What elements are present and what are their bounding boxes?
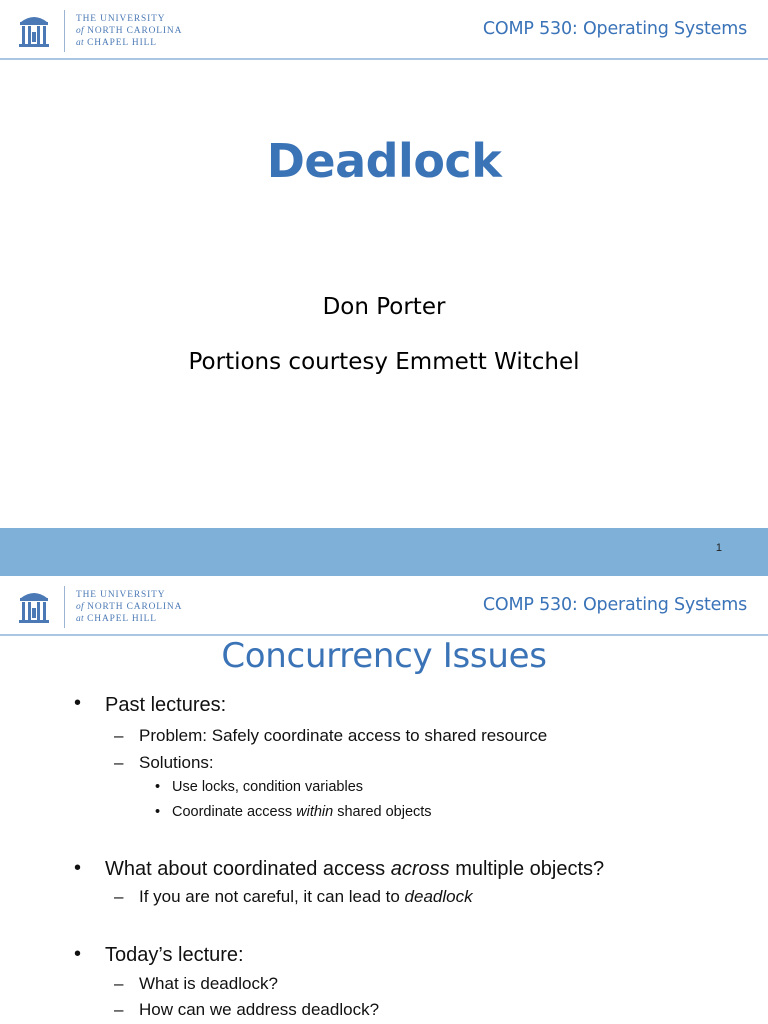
bullet-marker: •	[155, 779, 161, 795]
dash-marker: –	[114, 1000, 124, 1019]
sub-bullet-how-address: How can we address deadlock?	[139, 1000, 380, 1019]
logo-divider	[64, 586, 65, 628]
slide-header	[0, 0, 768, 60]
old-well-icon	[17, 586, 51, 626]
bullet-marker: •	[74, 857, 82, 879]
footer-band	[0, 528, 768, 576]
sub-bullet-problem: Problem: Safely coordinate access to shared resource	[139, 726, 548, 745]
university-line-3: at CHAPEL HILL	[76, 38, 157, 49]
university-line-3: at CHAPEL HILL	[76, 614, 157, 625]
sub-bullet-solutions: Solutions:	[139, 753, 214, 772]
university-logo	[17, 10, 51, 52]
course-title: COMP 530: Operating Systems	[482, 595, 747, 615]
university-line-2: of NORTH CAROLINA	[76, 602, 183, 613]
bullet-marker: •	[74, 692, 82, 714]
university-logo	[17, 586, 51, 628]
bullet-marker: •	[155, 804, 161, 820]
header-rule	[0, 58, 768, 60]
sub-bullet-careful: If you are not careful, it can lead to deadlock	[139, 887, 473, 906]
slide-title: Concurrency Issues	[221, 636, 547, 676]
slide-number: 1	[715, 542, 722, 554]
bullet-past-lectures: Past lectures:	[105, 694, 227, 716]
slide-header	[0, 576, 768, 636]
university-name	[76, 589, 182, 626]
bullet-marker: •	[74, 943, 82, 965]
content-slide	[0, 576, 768, 1024]
logo-divider	[64, 10, 65, 52]
credit-line: Portions courtesy Emmett Witchel	[188, 349, 580, 375]
university-name	[76, 13, 182, 50]
bullet-coordinated-access: What about coordinated access across multiple objects?	[105, 858, 605, 880]
bullet-todays-lecture: Today’s lecture:	[105, 944, 244, 966]
author-name: Don Porter	[322, 294, 446, 320]
slide-title: Deadlock	[266, 134, 502, 188]
university-line-1: THE UNIVERSITY	[76, 590, 166, 600]
sub-bullet-what-is: What is deadlock?	[139, 974, 278, 993]
old-well-icon	[17, 10, 51, 50]
university-line-2: of NORTH CAROLINA	[76, 26, 183, 37]
dash-marker: –	[114, 974, 124, 993]
sub-sub-bullet-locks: Use locks, condition variables	[172, 779, 364, 795]
dash-marker: –	[114, 887, 124, 906]
dash-marker: –	[114, 726, 124, 745]
sub-sub-bullet-coordinate: Coordinate access within shared objects	[172, 804, 432, 820]
dash-marker: –	[114, 753, 124, 772]
university-line-1: THE UNIVERSITY	[76, 14, 166, 24]
course-title: COMP 530: Operating Systems	[482, 19, 747, 39]
